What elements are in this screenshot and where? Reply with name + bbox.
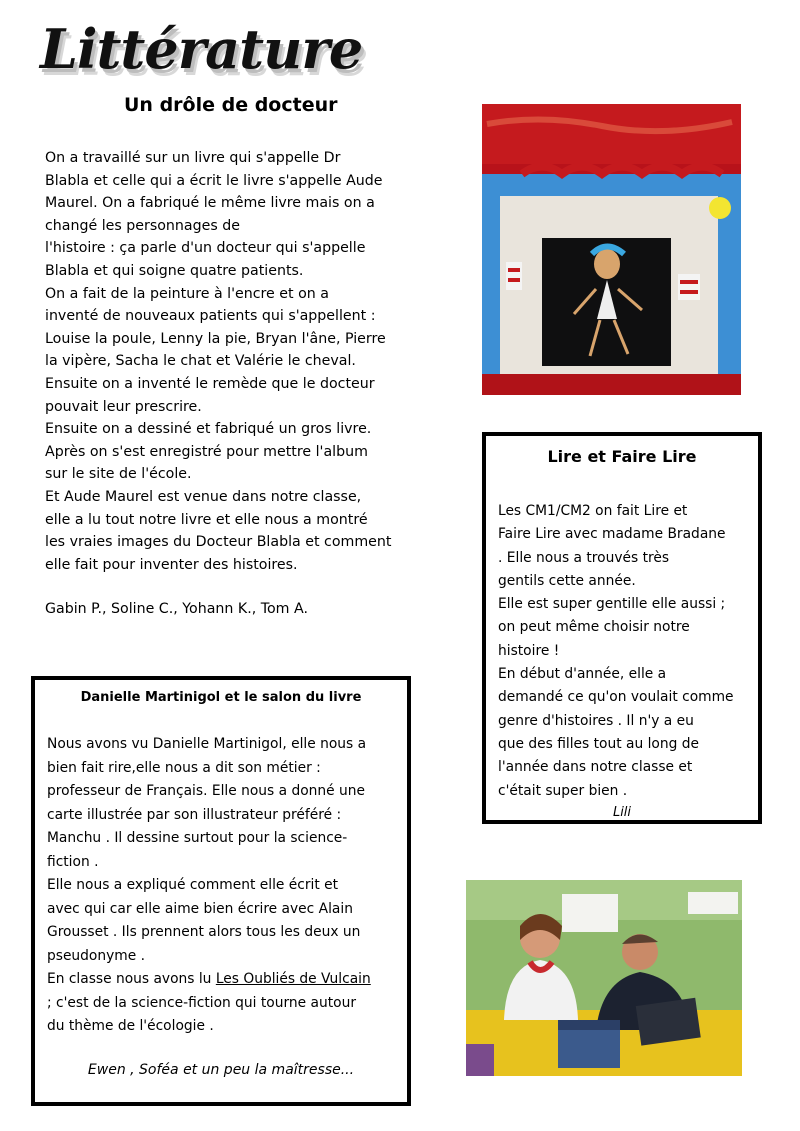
box-line: Grousset . Ils prennent alors tous les deux un — [47, 924, 361, 940]
box-line: c'était super bien . — [498, 782, 628, 799]
box-line: Faire Lire avec madame Bradane — [498, 526, 726, 543]
box-line: pseudonyme . — [47, 947, 145, 964]
article-line: Maurel. On a fabriqué le même livre mais on a — [45, 195, 375, 212]
box-line: on peut même choisir notre — [498, 619, 690, 636]
article-line: changé les personnages de — [45, 217, 240, 234]
book-fair-illustration — [466, 880, 742, 1076]
article-line: la vipère, Sacha le chat et Valérie le cheval. — [45, 353, 356, 370]
box-line: Elle est super gentille elle aussi ; — [498, 596, 726, 613]
box-body — [498, 500, 746, 822]
box-title: Danielle Martinigol et le salon du livre — [80, 690, 362, 705]
box-body — [47, 733, 395, 1082]
box-line: En début d'année, elle a — [498, 666, 667, 683]
box-title: Lire et Faire Lire — [547, 447, 697, 466]
article-line: On a travaillé sur un livre qui s'appelle Dr — [45, 150, 341, 166]
box-line: bien fait rire,elle nous a dit son métier : — [47, 759, 321, 776]
article-line: les vraies images du Docteur Blabla et comment — [45, 534, 392, 551]
box-line: que des filles tout au long de — [498, 735, 699, 752]
article-line: Ensuite on a inventé le remède que le docteur — [45, 375, 375, 392]
painting-photo — [482, 104, 741, 395]
box-line: avec qui car elle aime bien écrire avec Alain — [47, 900, 353, 917]
box-line: Elle nous a expliqué comment elle écrit et — [47, 877, 339, 893]
article-line: elle fait pour inventer des histoires. — [45, 556, 298, 573]
box-line: Manchu . Il dessine surtout pour la science- — [47, 830, 348, 846]
box-line: fiction . — [47, 853, 99, 870]
article-line: pouvait leur prescrire. — [45, 398, 202, 415]
article-line: On a fait de la peinture à l'encre et on a — [45, 285, 329, 302]
box-line: gentils cette année. — [498, 572, 636, 589]
article-line: Blabla et celle qui a écrit le livre s'appelle Aude — [45, 172, 383, 189]
article-line: Blabla et qui soigne quatre patients. — [45, 262, 304, 279]
page-title: Littérature — [40, 17, 363, 81]
book-fair-photo — [466, 880, 742, 1076]
box-line: l'année dans notre classe et — [498, 759, 693, 776]
article-line: Ensuite on a dessiné et fabriqué un gros livre. — [45, 421, 372, 438]
box-line: du thème de l'écologie . — [47, 1018, 214, 1034]
box-line: histoire ! — [498, 642, 560, 659]
box-signature: Ewen , Soféa et un peu la maîtresse... — [87, 1061, 355, 1078]
box-line: demandé ce qu'on voulait comme — [498, 689, 734, 706]
box-line: genre d'histoires . Il n'y a eu — [498, 712, 694, 729]
article-line: sur le site de l'école. — [45, 466, 192, 483]
article-line: Et Aude Maurel est venue dans notre classe, — [45, 488, 362, 505]
lire-et-faire-lire-box — [482, 432, 762, 824]
box-line: . Elle nous a trouvés très — [498, 549, 670, 566]
box-line: professeur de Français. Elle nous a donné une — [47, 783, 365, 799]
box-line — [47, 968, 395, 992]
salon-du-livre-box — [31, 676, 411, 1106]
article-line: Après on s'est enregistré pour mettre l'album — [45, 443, 368, 460]
article-line: Louise la poule, Lenny la pie, Bryan l'âne, Pierre — [45, 330, 386, 347]
box-line: Nous avons vu Danielle Martinigol, elle nous a — [47, 736, 367, 752]
book-title: Les Oubliés de Vulcain — [215, 971, 371, 987]
article-title: Un drôle de docteur — [124, 94, 338, 116]
box-line: carte illustrée par son illustrateur préféré : — [47, 806, 342, 823]
article-line: l'histoire : ça parle d'un docteur qui s'appelle — [45, 240, 366, 257]
box-line: Les CM1/CM2 on fait Lire et — [498, 503, 688, 519]
box-line-prefix: En classe nous avons lu — [47, 971, 216, 987]
painting-illustration — [482, 104, 741, 395]
article-body — [45, 147, 425, 621]
article-line: elle a lu tout notre livre et elle nous a montré — [45, 511, 368, 528]
article-line: inventé de nouveaux patients qui s'appellent : — [45, 308, 376, 325]
box-signature: Lili — [612, 804, 632, 820]
box-line: ; c'est de la science-fiction qui tourne autour — [47, 994, 357, 1011]
article-authors: Gabin P., Soline C., Yohann K., Tom A. — [45, 601, 308, 618]
